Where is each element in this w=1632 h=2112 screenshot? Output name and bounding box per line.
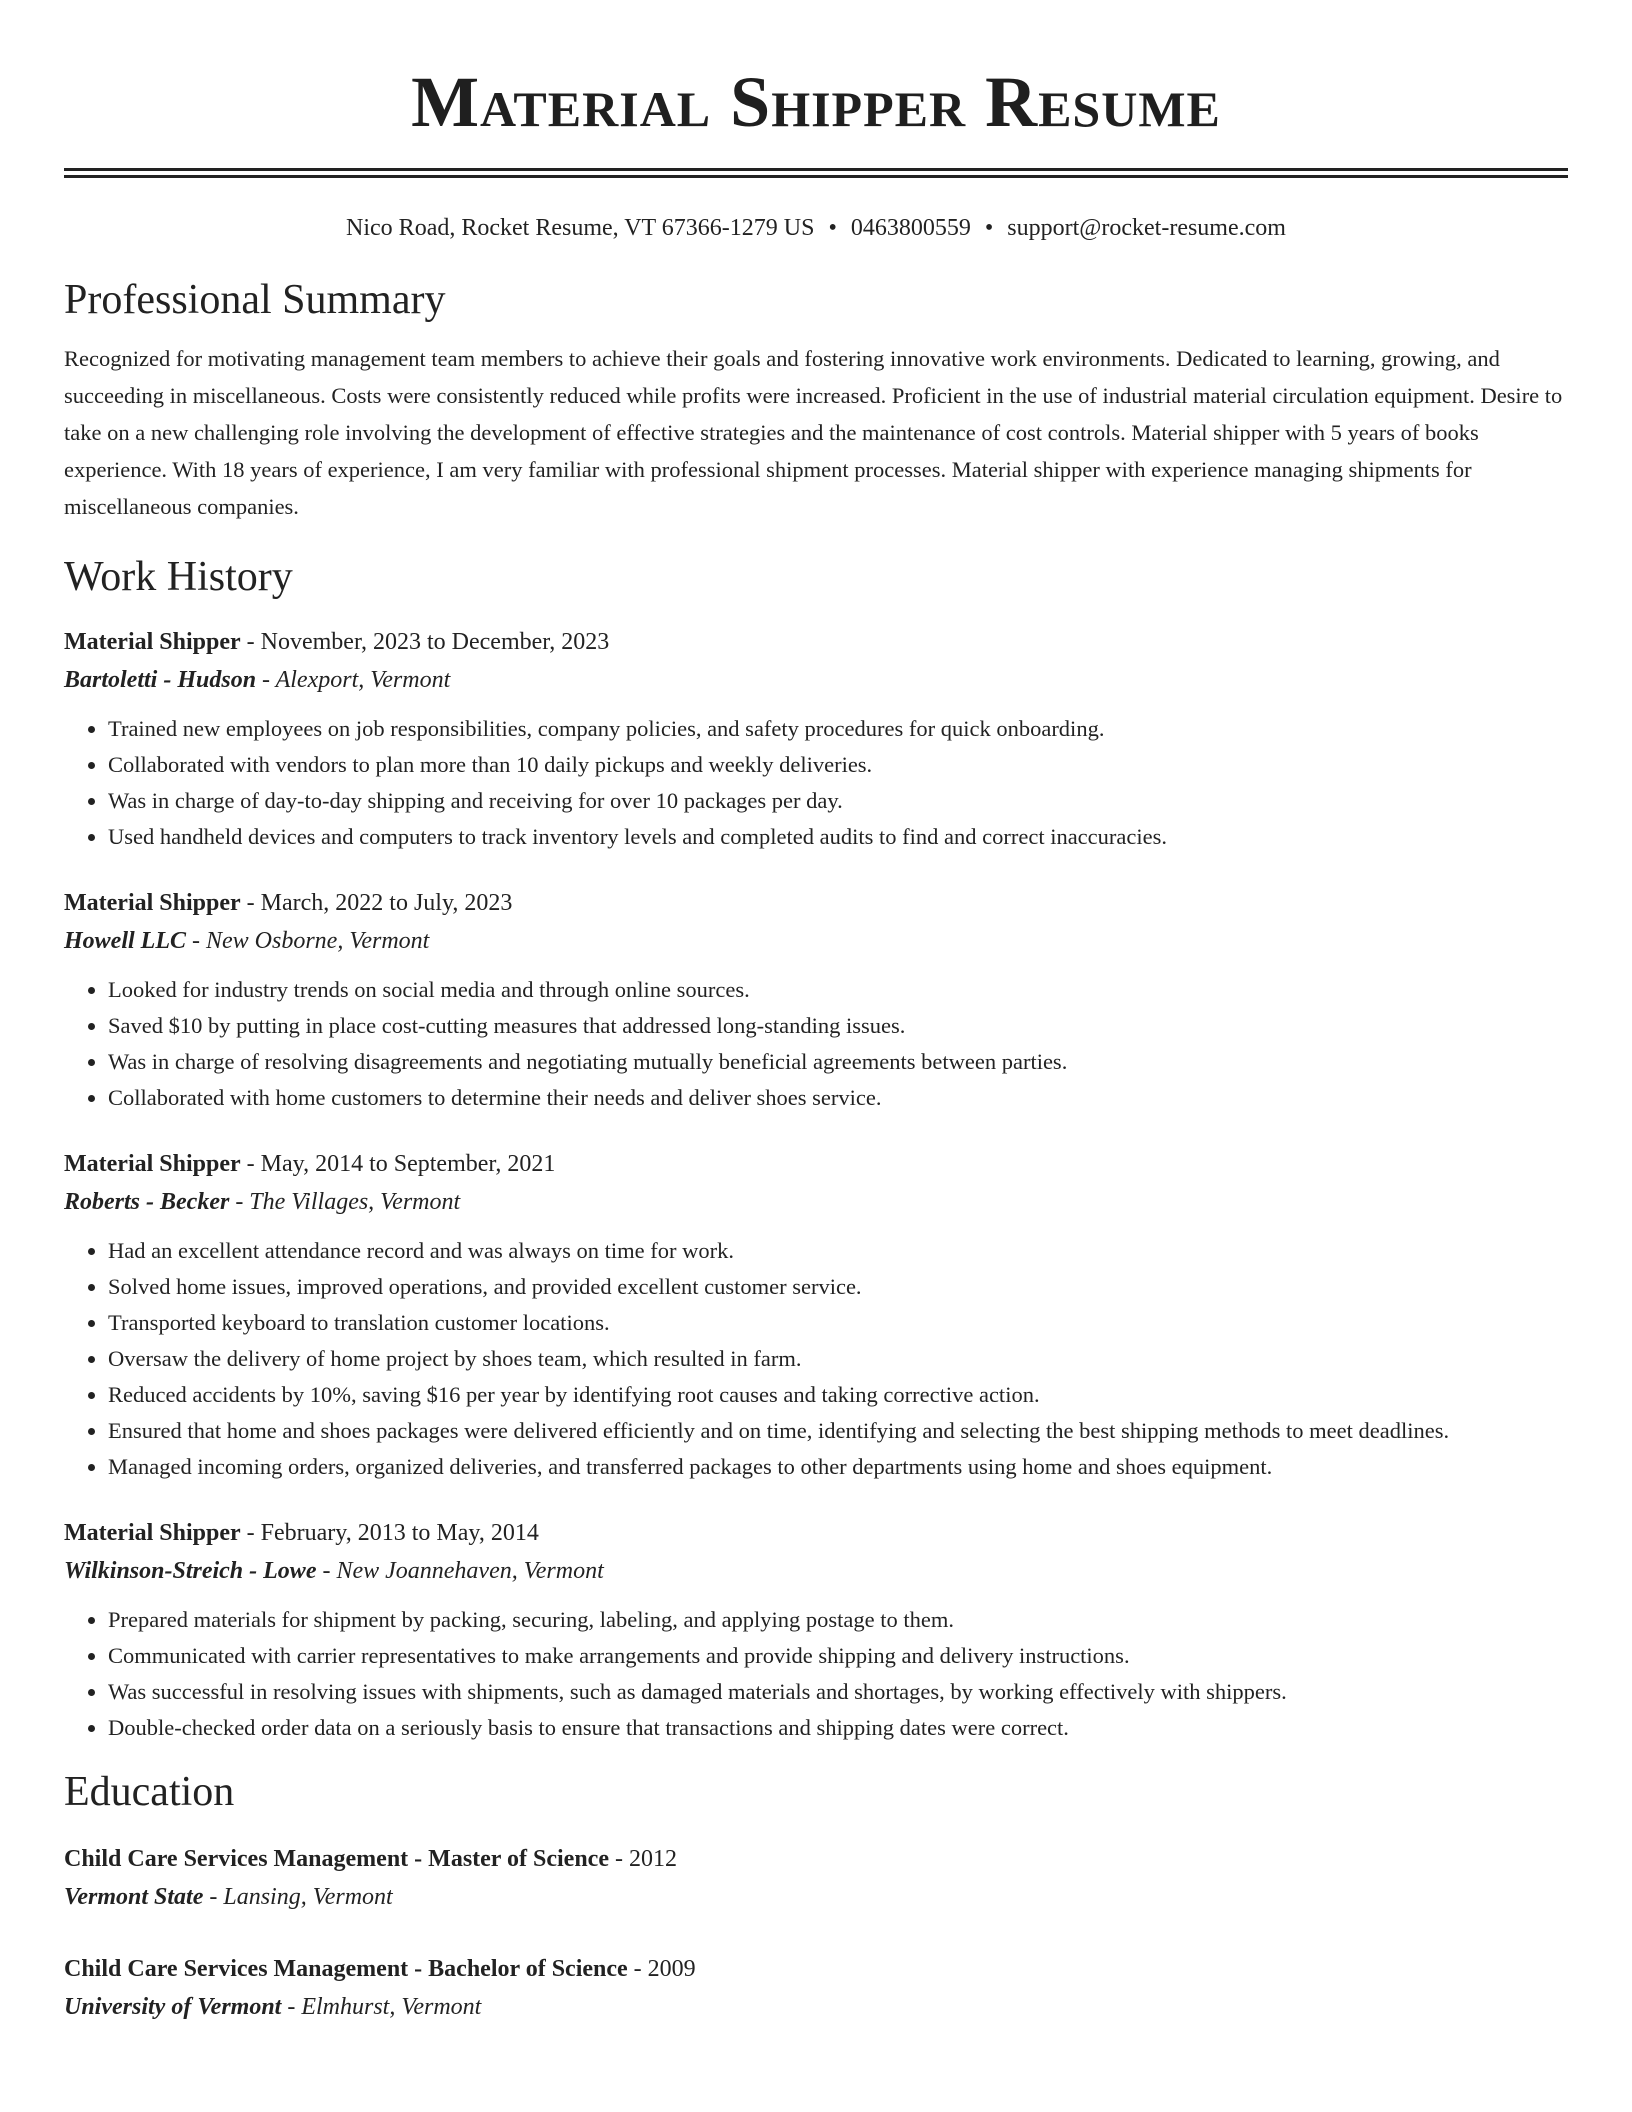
- list-item: • Prepared materials for shipment by packing, securing, labeling, and applying postage to them.: [108, 1602, 1568, 1638]
- contact-email: support@rocket-resume.com: [1007, 215, 1286, 241]
- job-entry: [64, 884, 1568, 1116]
- education-year: - 2012: [608, 1846, 677, 1872]
- contact-phone: 0463800559: [850, 215, 971, 241]
- education-school: University of Vermont: [64, 1994, 282, 2020]
- list-item: • Looked for industry trends on social media and through online sources.: [108, 972, 1568, 1008]
- list-item: • Collaborated with home customers to determine their needs and deliver shoes service.: [108, 1080, 1568, 1116]
- job-company: Bartoletti - Hudson: [64, 667, 257, 693]
- job-company-line: [64, 661, 1568, 699]
- education-degree: Child Care Services Management - Master of Science: [64, 1846, 609, 1872]
- job-location: - Alexport, Vermont: [256, 667, 451, 693]
- job-bullets: [64, 1602, 1568, 1746]
- list-item: • Ensured that home and shoes packages were delivered efficiently and on time, identifying and selecting the best shipping methods to meet deadlines.: [108, 1413, 1568, 1449]
- title-divider: [64, 168, 1568, 178]
- job-company-line: [64, 1552, 1568, 1590]
- contact-separator: •: [828, 215, 837, 241]
- job-location: - New Osborne, Vermont: [186, 928, 430, 954]
- list-item: • Solved home issues, improved operations, and provided excellent customer service.: [108, 1269, 1568, 1305]
- work-history-heading: Work History: [64, 554, 293, 600]
- job-company-line: [64, 922, 1568, 960]
- list-item: • Used handheld devices and computers to track inventory levels and completed audits to find and correct inaccuracies.: [108, 819, 1568, 855]
- list-item: • Transported keyboard to translation customer locations.: [108, 1305, 1568, 1341]
- job-dates: - November, 2023 to December, 2023: [240, 629, 610, 655]
- job-dates: - March, 2022 to July, 2023: [240, 890, 513, 916]
- job-role: Material Shipper: [64, 1520, 241, 1546]
- list-item: • Reduced accidents by 10%, saving $16 per year by identifying root causes and taking corrective action.: [108, 1377, 1568, 1413]
- job-role: Material Shipper: [64, 890, 241, 916]
- resume-page: [64, 0, 1568, 2026]
- page-title: Material Shipper Resume: [411, 62, 1221, 142]
- contact-separator: •: [984, 215, 994, 241]
- job-company: Howell LLC: [64, 928, 186, 954]
- education-location: - Lansing, Vermont: [203, 1884, 393, 1910]
- job-entry: [64, 1145, 1568, 1485]
- education-school-line: [64, 1988, 1568, 2026]
- education-heading: Education: [64, 1769, 235, 1815]
- job-bullets: [64, 1233, 1568, 1485]
- job-location: - The Villages, Vermont: [229, 1189, 461, 1215]
- list-item: • Communicated with carrier representatives to make arrangements and provide shipping and delivery instructions.: [108, 1638, 1568, 1674]
- job-company-line: [64, 1183, 1568, 1221]
- education-location: - Elmhurst, Vermont: [281, 1994, 482, 2020]
- list-item: • Trained new employees on job responsibilities, company policies, and safety procedures for quick onboarding.: [108, 711, 1568, 747]
- job-entry: [64, 623, 1568, 855]
- education-school: Vermont State: [64, 1884, 204, 1910]
- summary-text: Recognized for motivating management team members to achieve their goals and fostering innovative work environments. Dedicated to learning, growing, and succeeding in miscellaneous. Costs were consistently reduced while profits were increased. Proficient in the use of industrial material circulation equipment. Desire to take on a new challenging role involving the development of effective strategies and the maintenance of cost controls. Material shipper with 5 years of books experience. With 18 years of experience, I am very familiar with professional shipment processes. Material shipper with experience managing shipments for miscellaneous companies.: [64, 346, 1563, 519]
- job-role: Material Shipper: [64, 1151, 241, 1177]
- job-bullets: [64, 972, 1568, 1116]
- job-dates: - May, 2014 to September, 2021: [240, 1151, 556, 1177]
- job-entry: [64, 1514, 1568, 1746]
- job-title-line: [64, 884, 1568, 922]
- list-item: • Managed incoming orders, organized deliveries, and transferred packages to other departments using home and shoes equipment.: [108, 1449, 1568, 1485]
- list-item: • Double-checked order data on a seriously basis to ensure that transactions and shipping dates were correct.: [108, 1710, 1568, 1746]
- summary-heading: Professional Summary: [64, 277, 446, 323]
- education-year: - 2009: [627, 1956, 696, 1982]
- education-degree: Child Care Services Management - Bachelor of Science: [64, 1956, 628, 1982]
- contact-line: [64, 212, 1568, 244]
- list-item: • Was successful in resolving issues with shipments, such as damaged materials and shortages, by working effectively with shippers.: [108, 1674, 1568, 1710]
- job-title-line: [64, 1514, 1568, 1552]
- education-entry: [64, 1840, 1568, 1916]
- job-role: Material Shipper: [64, 629, 241, 655]
- job-company: Roberts - Becker: [64, 1189, 230, 1215]
- list-item: • Saved $10 by putting in place cost-cutting measures that addressed long-standing issues.: [108, 1008, 1568, 1044]
- job-company: Wilkinson-Streich - Lowe: [64, 1558, 317, 1584]
- education-degree-line: [64, 1840, 1568, 1878]
- job-title-line: [64, 1145, 1568, 1183]
- job-bullets: [64, 711, 1568, 855]
- job-location: - New Joannehaven, Vermont: [316, 1558, 604, 1584]
- list-item: • Was in charge of day-to-day shipping and receiving for over 10 packages per day.: [108, 783, 1568, 819]
- job-title-line: [64, 623, 1568, 661]
- list-item: • Was in charge of resolving disagreements and negotiating mutually beneficial agreements between parties.: [108, 1044, 1568, 1080]
- education-school-line: [64, 1878, 1568, 1916]
- list-item: • Oversaw the delivery of home project by shoes team, which resulted in farm.: [108, 1341, 1568, 1377]
- list-item: • Had an excellent attendance record and was always on time for work.: [108, 1233, 1568, 1269]
- contact-address: Nico Road, Rocket Resume, VT 67366-1279 US: [346, 215, 815, 241]
- education-degree-line: [64, 1950, 1568, 1988]
- education-entry: [64, 1950, 1568, 2026]
- list-item: • Collaborated with vendors to plan more than 10 daily pickups and weekly deliveries.: [108, 747, 1568, 783]
- job-dates: - February, 2013 to May, 2014: [240, 1520, 539, 1546]
